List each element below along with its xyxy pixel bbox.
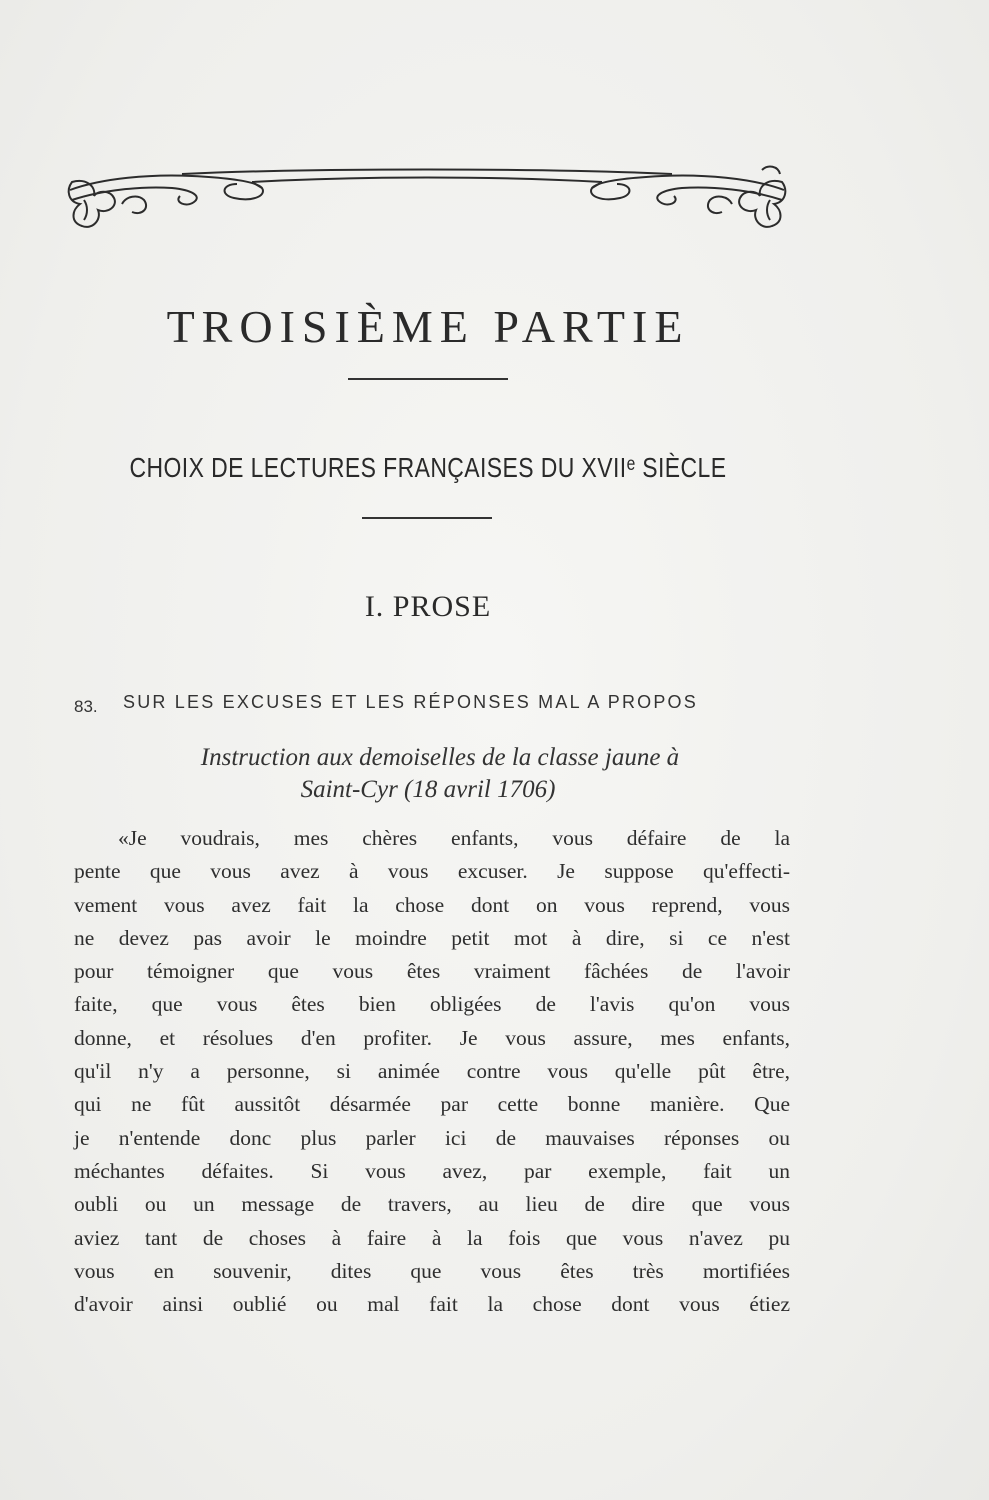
part-title: TROISIÈME PARTIE bbox=[166, 301, 690, 352]
source-line-1: Instruction aux demoiselles de la classe jaune à bbox=[200, 744, 680, 771]
text-line: aviez tant de choses à faire à la fois que vous n'avez pu bbox=[74, 1225, 790, 1250]
text-line: donne, et résolues d'en profiter. Je vous assure, mes enfants, bbox=[74, 1025, 790, 1050]
body-paragraph bbox=[74, 822, 790, 1321]
text-line: d'avoir ainsi oublié ou mal fait la chose dont vous étiez bbox=[74, 1292, 790, 1317]
divider-rule bbox=[348, 378, 508, 380]
text-line: vement vous avez fait la chose dont on vous reprend, vous bbox=[74, 892, 790, 917]
text-line: qu'il n'y a personne, si animée contre vous qu'elle pût être, bbox=[74, 1059, 790, 1084]
text-line: je n'entende donc plus parler ici de mauvaises réponses ou bbox=[74, 1125, 790, 1150]
text-line: ne devez pas avoir le moindre petit mot à dire, si ce n'est bbox=[74, 925, 790, 950]
text-line: méchantes défaites. Si vous avez, par exemple, fait un bbox=[74, 1158, 790, 1183]
text-line: vous en souvenir, dites que vous êtes très mortifiées bbox=[74, 1258, 790, 1283]
text-line: faite, que vous êtes bien obligées de l'avis qu'on vous bbox=[74, 992, 790, 1017]
excerpt-number: 83. bbox=[74, 697, 98, 716]
text-line: qui ne fût aussitôt désarmée par cette bonne manière. Que bbox=[74, 1092, 790, 1117]
text-line: oubli ou un message de travers, au lieu de dire que vous bbox=[74, 1192, 790, 1217]
text-line: pente que vous avez à vous excuser. Je suppose qu'effecti- bbox=[74, 859, 790, 884]
excerpt-title: SUR LES EXCUSES ET LES RÉPONSES MAL A PROPOS bbox=[123, 692, 698, 712]
decorative-ornament-headpiece bbox=[62, 160, 792, 240]
source-line-2: Saint-Cyr (18 avril 1706) bbox=[300, 776, 556, 803]
divider-rule bbox=[362, 517, 492, 519]
text-line: pour témoigner que vous êtes vraiment fâchées de l'avoir bbox=[74, 959, 790, 984]
collection-subtitle: CHOIX DE LECTURES FRANÇAISES DU XVIIᵉ SIÈCLE bbox=[129, 452, 727, 483]
text-line: «Je voudrais, mes chères enfants, vous défaire de la bbox=[118, 826, 790, 850]
section-title: I. PROSE bbox=[364, 590, 492, 623]
